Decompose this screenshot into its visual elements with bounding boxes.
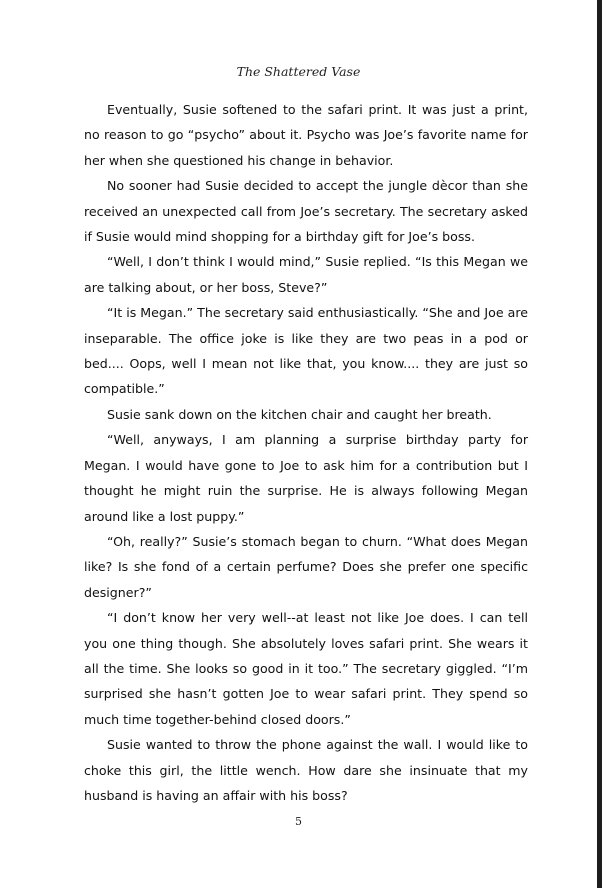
- paragraph: “I don’t know her very well--at least not like Joe does. I can tell you one thing though. She absolutely loves safari print. She wears it all the time. She looks so good in it too.” The secretary giggled. “I’m surprised she hasn’t gotten Joe to wear safari print. They spend so much time together-behind closed doors.”: [84, 610, 528, 727]
- paragraph: “Oh, really?” Susie’s stomach began to churn. “What does Megan like? Is she fond of a certain perfume? Does she prefer one specific designer?”: [84, 533, 528, 600]
- running-head-title: The Shattered Vase: [236, 64, 361, 79]
- paragraph: “Well, anyways, I am planning a surprise birthday party for Megan. I would have gone to Joe to ask him for a contribution but I thought he might ruin the surprise. He is always following Megan around like a lost puppy.”: [84, 432, 528, 524]
- paragraph: No sooner had Susie decided to accept the jungle dècor than she received an unexpected call from Joe’s secretary. The secretary asked if Susie would mind shopping for a birthday gift for Joe’s boss.: [84, 178, 528, 245]
- paragraph: Eventually, Susie softened to the safari print. It was just a print, no reason to go “psycho” about it. Psycho was Joe’s favorite name for her when she questioned his change in behavior.: [84, 102, 528, 168]
- body-text: [84, 97, 528, 808]
- page-number: 5: [295, 815, 302, 828]
- paragraph: “Well, I don’t think I would mind,” Susie replied. “Is this Megan we are talking about, or her boss, Steve?”: [84, 254, 528, 295]
- paragraph: Susie sank down on the kitchen chair and caught her breath.: [107, 406, 492, 422]
- paragraph: Susie wanted to throw the phone against the wall. I would like to choke this girl, the little wench. How dare she insinuate that my husband is having an affair with his boss?: [84, 737, 528, 803]
- page-edge-border: [597, 0, 602, 888]
- paragraph: “It is Megan.” The secretary said enthusiastically. “She and Joe are inseparable. The office joke is like they are two peas in a pod or bed.... Oops, well I mean not like that, you know.... they are just so compatible.”: [84, 305, 528, 397]
